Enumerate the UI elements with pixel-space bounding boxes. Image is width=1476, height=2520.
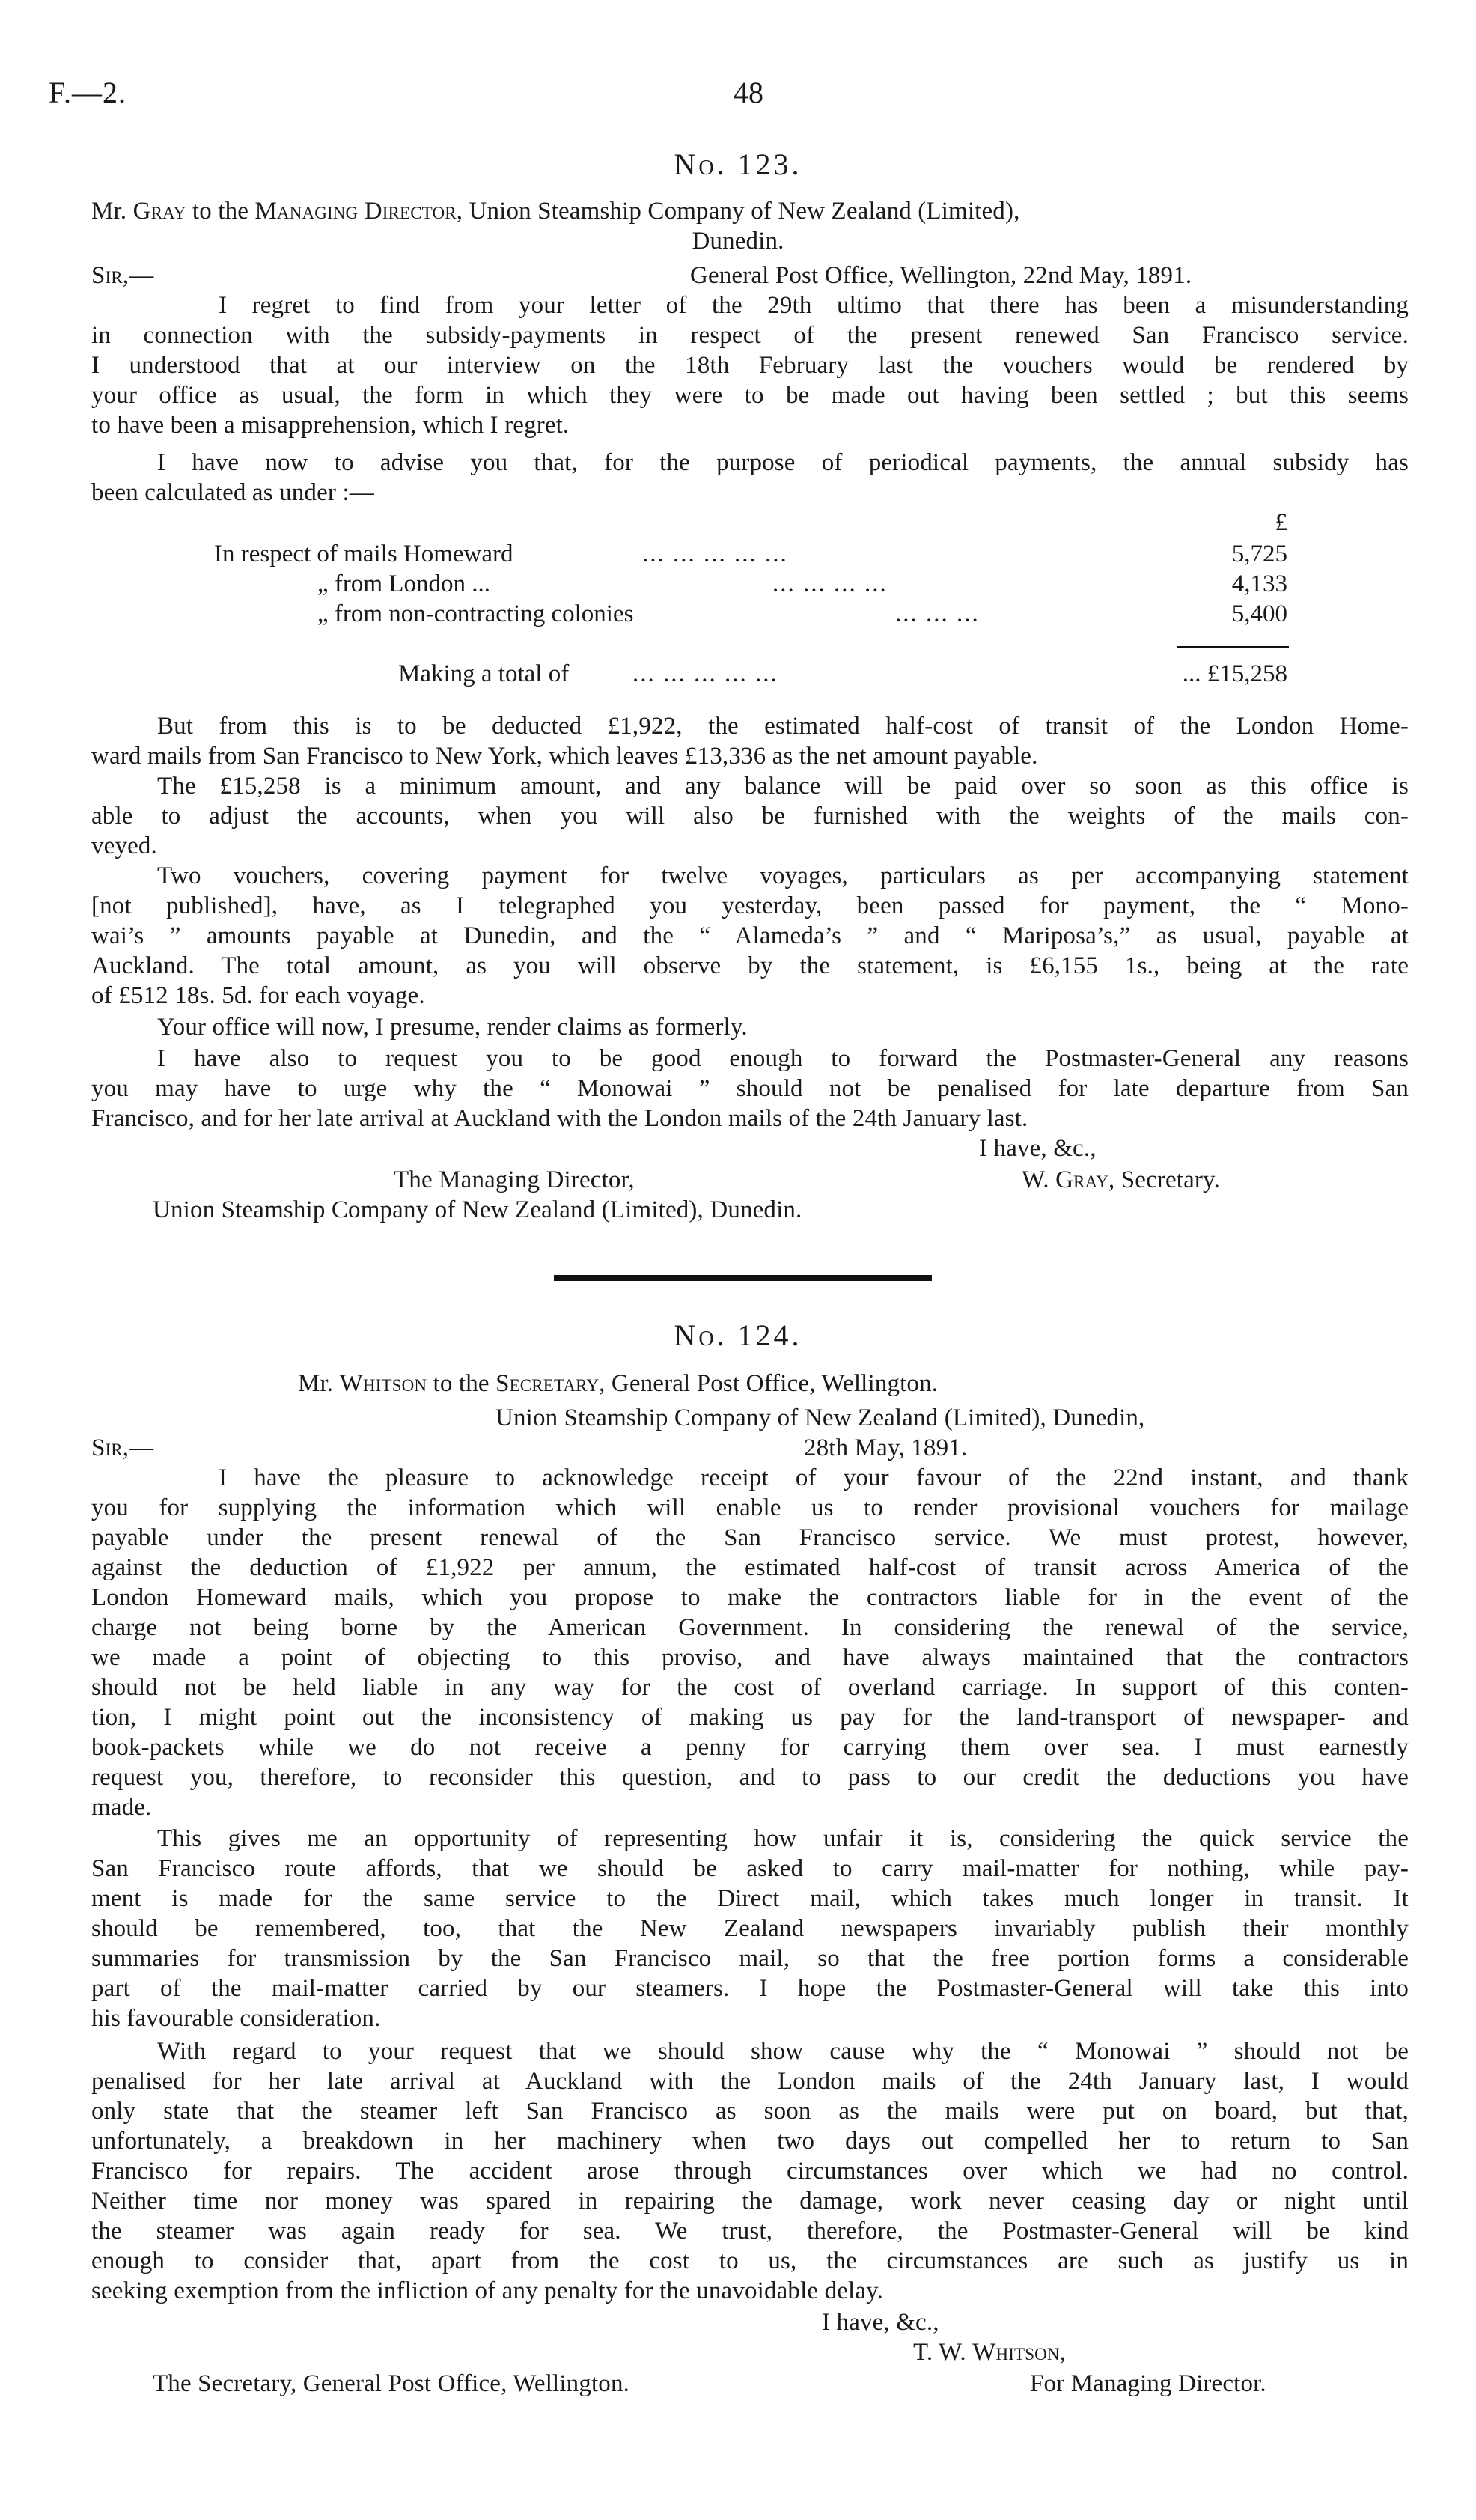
letter-123-addressee-line2: Union Steamship Company of New Zealand (Limited), Dunedin. <box>153 1196 802 1223</box>
letter-123-para4-line: able to adjust the accounts, when you will also be furnished with the weights of the mails con- <box>91 803 1409 830</box>
letter-123-para1-line: your office as usual, the form in which they were to be made out having been settled ; but this seems <box>91 382 1409 409</box>
subsidy-total-leader: ... ... ... ... ... <box>632 660 778 687</box>
subsidy-row-label: In respect of mails Homeward <box>214 541 513 567</box>
letter-124-address-line2: 28th May, 1891. <box>804 1434 968 1461</box>
letter-124-para2-line: ment is made for the same service to the Direct mail, which takes much longer in transit. It <box>91 1885 1409 1912</box>
letter-123-para5-line: [not published], have, as I telegraphed you yesterday, been passed for payment, the “ Mono- <box>91 892 1409 919</box>
letter-124-para3-line: the steamer was again ready for sea. We trust, therefore, the Postmaster-General will be kind <box>91 2218 1409 2244</box>
letter-123-para2-line: I have now to advise you that, for the purpose of periodical payments, the annual subsidy has <box>157 449 1409 476</box>
letter-123-para5-line: wai’s ” amounts payable at Dunedin, and the “ Alameda’s ” and “ Mariposa’s,” as usual, payable at <box>91 922 1409 949</box>
letter-124-para1-line: tion, I might point out the inconsistency of making us pay for the land-transport of newspaper- and <box>91 1704 1409 1731</box>
letter-123-number: No. 123. <box>674 147 802 181</box>
subsidy-row-leader: ... ... ... ... ... <box>642 541 788 567</box>
letter-124-para1-line: London Homeward mails, which you propose to make the contractors liable for in the event of the <box>91 1584 1409 1611</box>
letter-123-para1-line: to have been a misapprehension, which I regret. <box>91 412 570 439</box>
page-number: 48 <box>734 76 763 109</box>
letter-124-para1-line: we made a point of objecting to this proviso, and have always maintained that the contractors <box>91 1644 1409 1671</box>
letter-124-para3-line: unfortunately, a breakdown in her machinery when two days out compelled her to return to San <box>91 2128 1409 2155</box>
subsidy-row-leader: ... ... ... ... <box>772 570 888 597</box>
letter-124-para1-line: made. <box>91 1794 152 1821</box>
letter-124-closing: I have, &c., <box>822 2309 939 2336</box>
subsidy-total-label: Making a total of <box>398 660 570 687</box>
letter-123-para4-line: The £15,258 is a minimum amount, and any balance will be paid over so soon as this office is <box>157 773 1409 800</box>
letter-123-closing: I have, &c., <box>979 1135 1097 1162</box>
letter-124-para1-line: request you, therefore, to reconsider this question, and to pass to our credit the deductions you have <box>91 1764 1409 1791</box>
letter-124-salutation: Sir,— <box>91 1434 154 1461</box>
subsidy-row-amount: 5,400 <box>1231 600 1287 627</box>
letter-124-para2-line: part of the mail-matter carried by our steamers. I hope the Postmaster-General will take this into <box>91 1975 1409 2002</box>
letter-123-para5-line: Two vouchers, covering payment for twelve voyages, particulars as per accompanying statement <box>157 862 1409 889</box>
letter-123-heading: Mr. Gray to the Managing Director, Union Steamship Company of New Zealand (Limited), <box>91 198 1020 225</box>
letter-123-para2-line: been calculated as under :— <box>91 479 374 506</box>
document-reference: F.—2. <box>49 76 127 109</box>
letter-123-para1-line: I understood that at our interview on the 18th February last the vouchers would be rendered by <box>91 352 1409 379</box>
letter-124-para1-line: charge not being borne by the American Government. In considering the renewal of the service, <box>91 1614 1409 1641</box>
letter-123-para4-line: veyed. <box>91 833 157 859</box>
letter-123-para7-line: I have also to request you to be good enough to forward the Postmaster-General any reasons <box>157 1045 1409 1072</box>
letter-124-signature: T. W. Whitson, <box>913 2339 1067 2366</box>
letter-124-para3-line: With regard to your request that we should show cause why the “ Monowai ” should not be <box>157 2038 1409 2065</box>
letter-124-para2-line: This gives me an opportunity of representing how unfair it is, considering the quick service the <box>157 1825 1409 1852</box>
letter-124-para3-line: Francisco for repairs. The accident arose through circumstances over which we had no control. <box>91 2158 1409 2185</box>
letter-124-para2-line: San Francisco route affords, that we should be asked to carry mail-matter for nothing, while pay- <box>91 1855 1409 1882</box>
letter-124-para2-line: summaries for transmission by the San Francisco mail, so that the free portion forms a considerable <box>91 1945 1409 1972</box>
letter-124-para1-line: against the deduction of £1,922 per annum, the estimated half-cost of transit across America of the <box>91 1554 1409 1581</box>
letter-124-address-line1: Union Steamship Company of New Zealand (Limited), Dunedin, <box>495 1404 1145 1431</box>
subsidy-currency-symbol: £ <box>1275 509 1287 536</box>
letter-124-para3-line: enough to consider that, apart from the cost to us, the circumstances are such as justify us in <box>91 2247 1409 2274</box>
subsidy-row-amount: 5,725 <box>1231 541 1287 567</box>
letter-123-dateline: General Post Office, Wellington, 22nd May, 1891. <box>690 262 1192 289</box>
letter-124-para2-line: should be remembered, too, that the New Zealand newspapers invariably publish their monthly <box>91 1915 1409 1942</box>
letter-124-para1-line: I have the pleasure to acknowledge receipt of your favour of the 22nd instant, and thank <box>219 1464 1409 1491</box>
letter-123-para5-line: Auckland. The total amount, as you will observe by the statement, is £6,155 1s., being at the rate <box>91 952 1409 979</box>
subsidy-total-rule <box>1177 646 1289 648</box>
subsidy-total-amount: ... £15,258 <box>1182 660 1287 687</box>
letter-124-para3-line: only state that the steamer left San Francisco as soon as the mails were put on board, but that, <box>91 2098 1409 2125</box>
letter-123-para5-line: of £512 18s. 5d. for each voyage. <box>91 982 425 1009</box>
letter-124-para1-line: should not be held liable in any way for the cost of overland carriage. In support of this conten- <box>91 1674 1409 1701</box>
letter-124-para1-line: book-packets while we do not receive a penny for carrying them over sea. I must earnestly <box>91 1734 1409 1761</box>
letter-123-addressee: The Managing Director, <box>394 1166 635 1193</box>
letter-123-para6: Your office will now, I presume, render claims as formerly. <box>157 1014 748 1041</box>
subsidy-row-label: „ from London ... <box>317 570 490 597</box>
letter-124-addressee: The Secretary, General Post Office, Wellington. <box>153 2370 629 2397</box>
letter-123-para7-line: you may have to urge why the “ Monowai ” should not be penalised for late departure from San <box>91 1075 1409 1102</box>
letter-123-salutation: Sir,— <box>91 262 154 289</box>
subsidy-row-label: „ from non-contracting colonies <box>317 600 634 627</box>
letter-123-para1-line: I regret to find from your letter of the 29th ultimo that there has been a misunderstanding <box>219 292 1409 319</box>
letter-123-para3-line: But from this is to be deducted £1,922, the estimated half-cost of transit of the London Home- <box>157 713 1409 740</box>
letter-123-para3-line: ward mails from San Francisco to New York, which leaves £13,336 as the net amount payable. <box>91 743 1038 770</box>
subsidy-row-amount: 4,133 <box>1231 570 1287 597</box>
letter-124-para3-line: seeking exemption from the infliction of any penalty for the unavoidable delay. <box>91 2277 884 2304</box>
letter-124-para1-line: you for supplying the information which will enable us to render provisional vouchers for mailage <box>91 1494 1409 1521</box>
letter-124-signature-title: For Managing Director. <box>1030 2370 1266 2397</box>
letter-124-para2-line: his favourable consideration. <box>91 2005 381 2032</box>
letter-123-heading-line2: Dunedin. <box>692 228 784 255</box>
letter-124-number: No. 124. <box>674 1318 802 1352</box>
letter-124-para3-line: penalised for her late arrival at Auckland with the London mails of the 24th January last, I would <box>91 2068 1409 2095</box>
subsidy-row-leader: ... ... ... <box>895 600 980 627</box>
letter-124-para1-line: payable under the present renewal of the San Francisco service. We must protest, however, <box>91 1524 1409 1551</box>
section-divider <box>554 1275 932 1281</box>
letter-123-para1-line: in connection with the subsidy-payments in respect of the present renewed San Francisco service. <box>91 322 1409 349</box>
letter-124-para3-line: Neither time nor money was spared in repairing the damage, work never ceasing day or night until <box>91 2188 1409 2215</box>
letter-123-signature: W. Gray, Secretary. <box>1022 1166 1220 1193</box>
letter-124-heading: Mr. Whitson to the Secretary, General Post Office, Wellington. <box>298 1370 939 1397</box>
letter-123-para7-line: Francisco, and for her late arrival at Auckland with the London mails of the 24th January last. <box>91 1105 1028 1132</box>
